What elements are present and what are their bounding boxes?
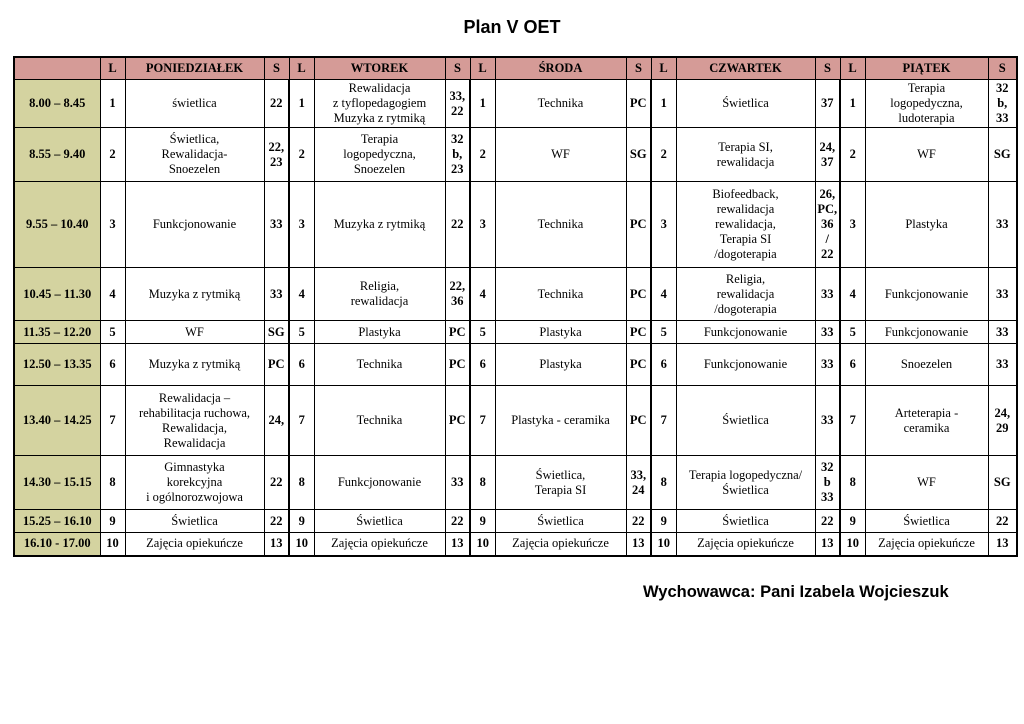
subject-cell: Świetlica (125, 510, 264, 533)
room-cell: 22 (264, 80, 289, 128)
lesson-number: 8 (470, 456, 495, 510)
time-slot: 10.45 – 11.30 (14, 268, 100, 321)
lesson-number: 3 (840, 182, 865, 268)
header-row (14, 57, 1017, 80)
subject-cell: Gimnastyka korekcyjna i ogólnorozwojowa (125, 456, 264, 510)
lesson-number: 10 (100, 533, 125, 556)
room-cell: PC (264, 344, 289, 386)
subject-cell: Zajęcia opiekuńcze (314, 533, 445, 556)
subject-cell: Plastyka (495, 321, 626, 344)
schedule-row (14, 533, 1017, 556)
subject-cell: Plastyka (314, 321, 445, 344)
schedule-row (14, 80, 1017, 128)
lesson-number: 4 (100, 268, 125, 321)
lesson-header: L (840, 57, 865, 80)
lesson-number: 6 (651, 344, 676, 386)
subject-cell: Świetlica (865, 510, 988, 533)
time-slot: 9.55 – 10.40 (14, 182, 100, 268)
subject-cell: Plastyka - ceramika (495, 386, 626, 456)
subject-cell: Terapia logopedyczna/ Świetlica (676, 456, 815, 510)
subject-cell: Funkcjonowanie (676, 344, 815, 386)
room-header: S (988, 57, 1017, 80)
lesson-number: 10 (840, 533, 865, 556)
subject-cell: Świetlica, Rewalidacja- Snoezelen (125, 128, 264, 182)
room-cell: 13 (626, 533, 651, 556)
room-cell: 32 b, 33 (988, 80, 1017, 128)
subject-cell: Muzyka z rytmiką (314, 182, 445, 268)
room-cell: 32 b 33 (815, 456, 840, 510)
subject-cell: Muzyka z rytmiką (125, 344, 264, 386)
room-cell: 24, 29 (988, 386, 1017, 456)
subject-cell: Religia, rewalidacja (314, 268, 445, 321)
time-slot: 16.10 - 17.00 (14, 533, 100, 556)
room-cell: 22 (815, 510, 840, 533)
room-cell: 22 (264, 456, 289, 510)
schedule-row (14, 128, 1017, 182)
lesson-number: 9 (470, 510, 495, 533)
room-cell: 13 (988, 533, 1017, 556)
room-header: S (445, 57, 470, 80)
lesson-number: 2 (289, 128, 314, 182)
schedule-row (14, 510, 1017, 533)
lesson-number: 1 (651, 80, 676, 128)
subject-cell: Technika (495, 268, 626, 321)
lesson-number: 10 (289, 533, 314, 556)
lesson-number: 9 (840, 510, 865, 533)
homeroom-teacher: Wychowawca: Pani Izabela Wojcieszuk (643, 583, 949, 601)
lesson-number: 8 (840, 456, 865, 510)
lesson-number: 2 (840, 128, 865, 182)
lesson-number: 7 (840, 386, 865, 456)
lesson-header: L (100, 57, 125, 80)
room-cell: 33 (815, 344, 840, 386)
subject-cell: Technika (314, 344, 445, 386)
lesson-number: 5 (289, 321, 314, 344)
subject-cell: świetlica (125, 80, 264, 128)
lesson-header: L (470, 57, 495, 80)
room-cell: PC (626, 268, 651, 321)
room-cell: 24, 37 (815, 128, 840, 182)
room-cell: 26, PC, 36 / 22 (815, 182, 840, 268)
room-cell: 33 (815, 321, 840, 344)
lesson-number: 4 (289, 268, 314, 321)
lesson-number: 3 (470, 182, 495, 268)
lesson-number: 1 (289, 80, 314, 128)
subject-cell: WF (865, 128, 988, 182)
lesson-number: 5 (100, 321, 125, 344)
page-title: Plan V OET (463, 17, 561, 37)
subject-cell: Religia, rewalidacja /dogoterapia (676, 268, 815, 321)
schedule-row (14, 321, 1017, 344)
lesson-number: 1 (100, 80, 125, 128)
room-cell: 24, (264, 386, 289, 456)
lesson-number: 2 (651, 128, 676, 182)
subject-cell: Świetlica, Terapia SI (495, 456, 626, 510)
lesson-number: 6 (470, 344, 495, 386)
room-cell: 22 (988, 510, 1017, 533)
subject-cell: Terapia SI, rewalidacja (676, 128, 815, 182)
subject-cell: Snoezelen (865, 344, 988, 386)
room-cell: 22 (264, 510, 289, 533)
subject-cell: Świetlica (495, 510, 626, 533)
subject-cell: Funkcjonowanie (865, 321, 988, 344)
lesson-number: 4 (651, 268, 676, 321)
room-cell: 33 (988, 182, 1017, 268)
lesson-number: 8 (289, 456, 314, 510)
lesson-number: 10 (651, 533, 676, 556)
lesson-number: 2 (470, 128, 495, 182)
day-header: CZWARTEK (676, 57, 815, 80)
room-cell: 33 (815, 386, 840, 456)
subject-cell: Rewalidacja – rehabilitacja ruchowa, Rewalidacja, Rewalidacja (125, 386, 264, 456)
subject-cell: Zajęcia opiekuńcze (125, 533, 264, 556)
time-header (14, 57, 100, 80)
lesson-number: 3 (289, 182, 314, 268)
subject-cell: Muzyka z rytmiką (125, 268, 264, 321)
subject-cell: Świetlica (676, 386, 815, 456)
lesson-number: 6 (840, 344, 865, 386)
subject-cell: Technika (495, 80, 626, 128)
subject-cell: WF (495, 128, 626, 182)
subject-cell: Funkcjonowanie (865, 268, 988, 321)
subject-cell: WF (125, 321, 264, 344)
room-cell: 33, 24 (626, 456, 651, 510)
subject-cell: Biofeedback, rewalidacja rewalidacja, Terapia SI /dogoterapia (676, 182, 815, 268)
room-cell: PC (445, 386, 470, 456)
room-cell: PC (626, 386, 651, 456)
subject-cell: WF (865, 456, 988, 510)
room-cell: 37 (815, 80, 840, 128)
subject-cell: Terapia logopedyczna, ludoterapia (865, 80, 988, 128)
room-cell: 22, 36 (445, 268, 470, 321)
time-slot: 15.25 – 16.10 (14, 510, 100, 533)
lesson-number: 4 (840, 268, 865, 321)
day-header: WTOREK (314, 57, 445, 80)
room-cell: PC (626, 321, 651, 344)
subject-cell: Funkcjonowanie (125, 182, 264, 268)
room-cell: 22 (445, 182, 470, 268)
time-slot: 8.00 – 8.45 (14, 80, 100, 128)
lesson-number: 7 (100, 386, 125, 456)
subject-cell: Świetlica (314, 510, 445, 533)
lesson-number: 1 (840, 80, 865, 128)
day-header: ŚRODA (495, 57, 626, 80)
lesson-number: 7 (470, 386, 495, 456)
room-cell: SG (264, 321, 289, 344)
lesson-number: 2 (100, 128, 125, 182)
time-slot: 12.50 – 13.35 (14, 344, 100, 386)
lesson-number: 3 (100, 182, 125, 268)
lesson-number: 3 (651, 182, 676, 268)
room-cell: PC (626, 182, 651, 268)
lesson-number: 9 (289, 510, 314, 533)
room-cell: 32 b, 23 (445, 128, 470, 182)
lesson-number: 9 (651, 510, 676, 533)
room-cell: SG (988, 128, 1017, 182)
room-cell: 22 (626, 510, 651, 533)
schedule-row (14, 182, 1017, 268)
lesson-number: 8 (651, 456, 676, 510)
room-cell: 22 (445, 510, 470, 533)
room-cell: 33 (264, 182, 289, 268)
lesson-number: 6 (289, 344, 314, 386)
day-header: PIĄTEK (865, 57, 988, 80)
subject-cell: Technika (495, 182, 626, 268)
room-cell: 33 (988, 321, 1017, 344)
room-cell: 33 (445, 456, 470, 510)
time-slot: 14.30 – 15.15 (14, 456, 100, 510)
subject-cell: Świetlica (676, 510, 815, 533)
lesson-number: 5 (470, 321, 495, 344)
room-cell: PC (626, 344, 651, 386)
time-slot: 8.55 – 9.40 (14, 128, 100, 182)
room-cell: 33 (815, 268, 840, 321)
time-slot: 11.35 – 12.20 (14, 321, 100, 344)
room-header: S (815, 57, 840, 80)
lesson-number: 8 (100, 456, 125, 510)
lesson-number: 1 (470, 80, 495, 128)
subject-cell: Plastyka (495, 344, 626, 386)
schedule-row (14, 268, 1017, 321)
room-cell: 13 (815, 533, 840, 556)
schedule-row (14, 344, 1017, 386)
lesson-header: L (651, 57, 676, 80)
room-cell: 33 (988, 268, 1017, 321)
subject-cell: Technika (314, 386, 445, 456)
room-header: S (626, 57, 651, 80)
room-cell: PC (626, 80, 651, 128)
lesson-number: 7 (651, 386, 676, 456)
schedule-row (14, 386, 1017, 456)
subject-cell: Świetlica (676, 80, 815, 128)
room-header: S (264, 57, 289, 80)
room-cell: SG (626, 128, 651, 182)
subject-cell: Plastyka (865, 182, 988, 268)
subject-cell: Zajęcia opiekuńcze (676, 533, 815, 556)
lesson-number: 5 (840, 321, 865, 344)
subject-cell: Terapia logopedyczna, Snoezelen (314, 128, 445, 182)
lesson-number: 7 (289, 386, 314, 456)
schedule-row (14, 456, 1017, 510)
lesson-number: 6 (100, 344, 125, 386)
subject-cell: Funkcjonowanie (676, 321, 815, 344)
room-cell: PC (445, 344, 470, 386)
subject-cell: Arteterapia - ceramika (865, 386, 988, 456)
room-cell: PC (445, 321, 470, 344)
room-cell: SG (988, 456, 1017, 510)
lesson-number: 9 (100, 510, 125, 533)
lesson-number: 10 (470, 533, 495, 556)
subject-cell: Zajęcia opiekuńcze (495, 533, 626, 556)
schedule-table (13, 56, 1018, 557)
day-header: PONIEDZIAŁEK (125, 57, 264, 80)
room-cell: 13 (445, 533, 470, 556)
room-cell: 22, 23 (264, 128, 289, 182)
room-cell: 33, 22 (445, 80, 470, 128)
room-cell: 33 (988, 344, 1017, 386)
lesson-number: 4 (470, 268, 495, 321)
subject-cell: Zajęcia opiekuńcze (865, 533, 988, 556)
lesson-header: L (289, 57, 314, 80)
subject-cell: Rewalidacja z tyflopedagogiem Muzyka z rytmiką (314, 80, 445, 128)
subject-cell: Funkcjonowanie (314, 456, 445, 510)
room-cell: 33 (264, 268, 289, 321)
room-cell: 13 (264, 533, 289, 556)
lesson-number: 5 (651, 321, 676, 344)
time-slot: 13.40 – 14.25 (14, 386, 100, 456)
